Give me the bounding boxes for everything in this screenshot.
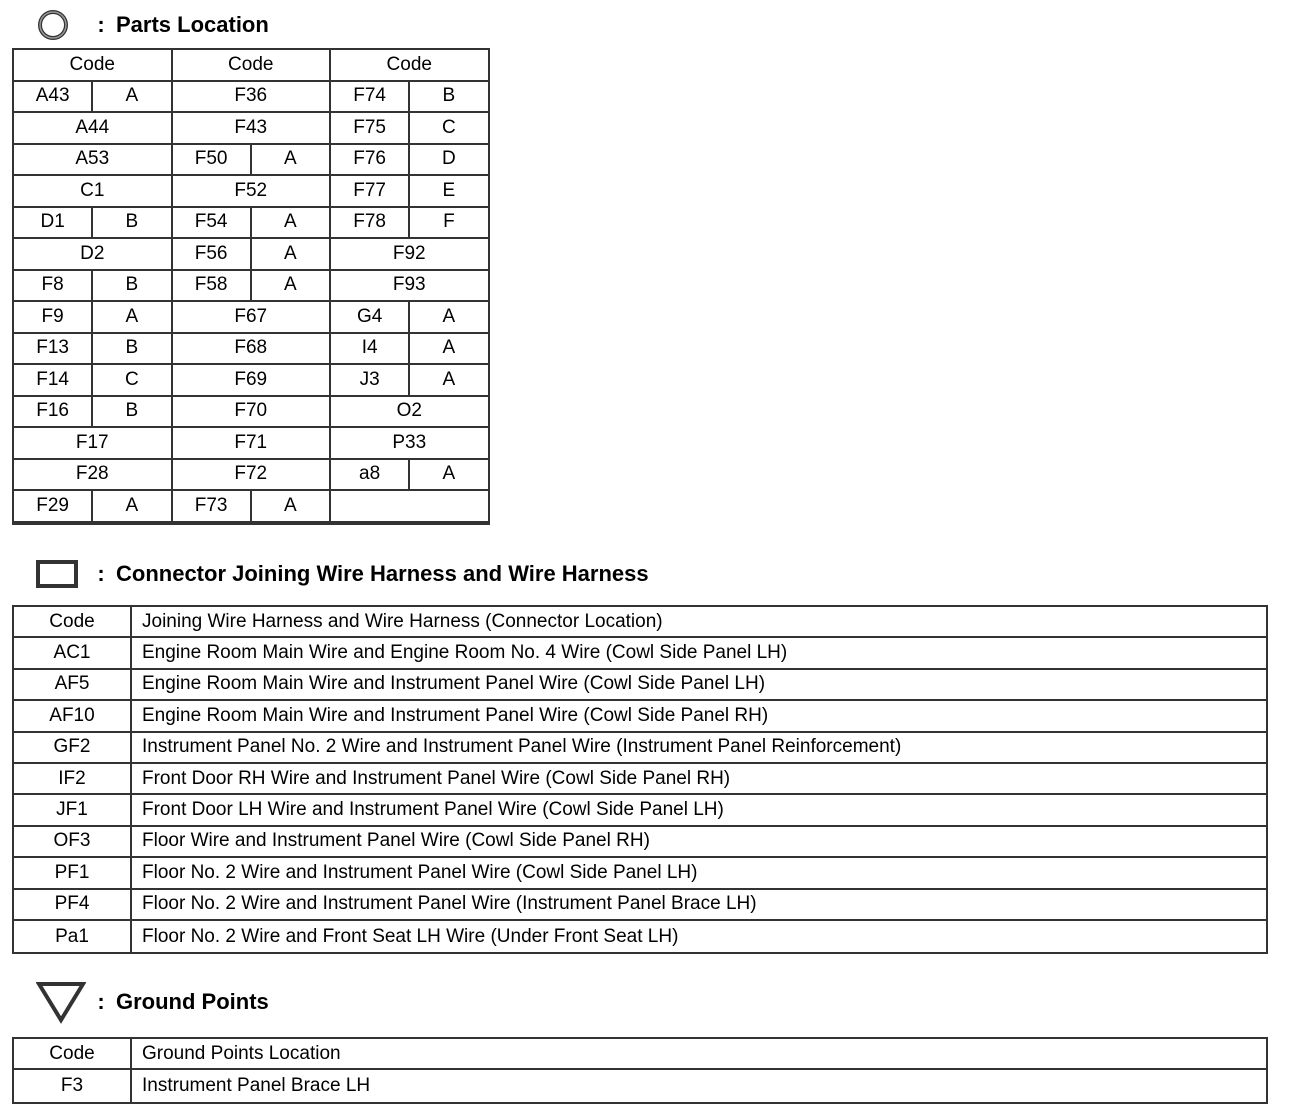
part-location-cell: C xyxy=(410,113,489,145)
description-cell: Front Door LH Wire and Instrument Panel Wire (Cowl Side Panel LH) xyxy=(142,799,724,821)
part-code-cell: P33 xyxy=(331,428,490,460)
part-location-cell: A xyxy=(252,491,331,523)
code-cell: PF4 xyxy=(14,890,132,919)
square-icon xyxy=(36,557,86,591)
description-cell: Engine Room Main Wire and Instrument Panel Wire (Cowl Side Panel LH) xyxy=(142,673,766,695)
code-header: Code xyxy=(14,1039,132,1068)
colon: : xyxy=(97,989,105,1014)
connector-joining-heading xyxy=(36,557,649,591)
table-row xyxy=(14,764,1266,795)
column-header: Code xyxy=(331,50,490,82)
table-header-row xyxy=(14,607,1266,638)
part-code-cell: F92 xyxy=(331,239,490,271)
column-header: Code xyxy=(14,50,173,82)
code-cell: Pa1 xyxy=(14,921,132,952)
part-code-cell: F77 xyxy=(331,176,410,208)
part-location-cell: A xyxy=(410,365,489,397)
part-location-cell: E xyxy=(410,176,489,208)
description-cell: Engine Room Main Wire and Instrument Panel Wire (Cowl Side Panel RH) xyxy=(142,704,769,726)
part-location-cell: B xyxy=(93,334,172,366)
part-code-cell: F52 xyxy=(173,176,332,208)
code-cell: IF2 xyxy=(14,764,132,793)
part-code-cell: a8 xyxy=(331,460,410,492)
part-code-cell: F9 xyxy=(14,302,93,334)
description-cell: Engine Room Main Wire and Engine Room No. 4 Wire (Cowl Side Panel LH) xyxy=(142,642,788,664)
part-code-cell: F17 xyxy=(14,428,173,460)
code-cell: AF5 xyxy=(14,670,132,699)
description-cell: Floor No. 2 Wire and Instrument Panel Wire (Cowl Side Panel LH) xyxy=(142,861,698,883)
part-code-cell: F74 xyxy=(331,82,410,114)
part-code-cell: D2 xyxy=(14,239,173,271)
part-location-cell: A xyxy=(252,239,331,271)
parts-location-table xyxy=(12,48,490,525)
table-row xyxy=(14,701,1266,732)
description-header: Joining Wire Harness and Wire Harness (Connector Location) xyxy=(142,610,663,632)
part-location-cell: B xyxy=(93,271,172,303)
part-code-cell: F29 xyxy=(14,491,93,523)
parts-location-heading xyxy=(36,8,269,42)
code-cell: F3 xyxy=(14,1070,132,1101)
description-cell: Instrument Panel No. 2 Wire and Instrument Panel Wire (Instrument Panel Reinforcement) xyxy=(142,736,902,758)
part-location-cell: A xyxy=(410,334,489,366)
circle-icon xyxy=(36,8,86,42)
part-location-cell: A xyxy=(93,82,172,114)
part-location-cell: B xyxy=(93,208,172,240)
part-code-cell: F16 xyxy=(14,397,93,429)
part-location-cell: D xyxy=(410,145,489,177)
part-code-cell: F43 xyxy=(173,113,332,145)
part-code-cell: F72 xyxy=(173,460,332,492)
part-code-cell: J3 xyxy=(331,365,410,397)
code-cell: GF2 xyxy=(14,733,132,762)
part-code-cell: C1 xyxy=(14,176,173,208)
code-cell: OF3 xyxy=(14,827,132,856)
part-location-cell: A xyxy=(252,208,331,240)
part-code-cell: F28 xyxy=(14,460,173,492)
triangle-icon xyxy=(36,985,86,1019)
part-code-cell: D1 xyxy=(14,208,93,240)
table-row xyxy=(14,921,1266,952)
part-code-cell: F58 xyxy=(173,271,252,303)
part-location-cell: A xyxy=(410,460,489,492)
part-code-cell: F69 xyxy=(173,365,332,397)
description-cell: Floor No. 2 Wire and Instrument Panel Wire (Instrument Panel Brace LH) xyxy=(142,893,757,915)
part-location-cell: B xyxy=(93,397,172,429)
part-location-cell: A xyxy=(93,491,172,523)
part-code-cell: F93 xyxy=(331,271,490,303)
part-code-cell: F71 xyxy=(173,428,332,460)
colon: : xyxy=(97,561,105,586)
table-row xyxy=(14,670,1266,701)
ground-points-table xyxy=(12,1037,1268,1104)
table-row xyxy=(14,733,1266,764)
section-title: Parts Location xyxy=(116,12,269,37)
description-cell: Floor No. 2 Wire and Front Seat LH Wire (Under Front Seat LH) xyxy=(142,925,679,947)
column-header: Code xyxy=(173,50,332,82)
table-header-row xyxy=(14,1039,1266,1070)
colon: : xyxy=(97,12,105,37)
part-code-cell: F13 xyxy=(14,334,93,366)
code-cell: AF10 xyxy=(14,701,132,730)
part-code-cell: A44 xyxy=(14,113,173,145)
section-title: Ground Points xyxy=(116,989,269,1014)
code-header: Code xyxy=(14,607,132,636)
table-row xyxy=(14,827,1266,858)
part-location-cell: A xyxy=(252,145,331,177)
description-cell: Front Door RH Wire and Instrument Panel Wire (Cowl Side Panel RH) xyxy=(142,767,731,789)
part-code-cell: F76 xyxy=(331,145,410,177)
code-cell: PF1 xyxy=(14,858,132,887)
table-row xyxy=(14,890,1266,921)
part-code-cell: G4 xyxy=(331,302,410,334)
table-row xyxy=(14,858,1266,889)
part-code-cell: F50 xyxy=(173,145,252,177)
table-row xyxy=(14,795,1266,826)
part-code-cell: A53 xyxy=(14,145,173,177)
part-location-cell: A xyxy=(410,302,489,334)
description-cell: Floor Wire and Instrument Panel Wire (Cowl Side Panel RH) xyxy=(142,830,650,852)
part-code-cell: F54 xyxy=(173,208,252,240)
part-location-cell: A xyxy=(93,302,172,334)
code-cell: AC1 xyxy=(14,638,132,667)
part-code-cell: O2 xyxy=(331,397,490,429)
part-code-cell: F67 xyxy=(173,302,332,334)
part-code-cell: F73 xyxy=(173,491,252,523)
part-code-cell: F78 xyxy=(331,208,410,240)
description-header: Ground Points Location xyxy=(142,1042,341,1064)
part-code-cell: F68 xyxy=(173,334,332,366)
part-code-cell: F75 xyxy=(331,113,410,145)
ground-points-heading xyxy=(36,985,269,1019)
empty-cell xyxy=(331,491,490,523)
connector-joining-table xyxy=(12,605,1268,954)
part-location-cell: A xyxy=(252,271,331,303)
part-code-cell: F56 xyxy=(173,239,252,271)
part-code-cell: A43 xyxy=(14,82,93,114)
section-title: Connector Joining Wire Harness and Wire Harness xyxy=(116,561,649,586)
table-row xyxy=(14,638,1266,669)
part-code-cell: F14 xyxy=(14,365,93,397)
part-location-cell: C xyxy=(93,365,172,397)
part-code-cell: F8 xyxy=(14,271,93,303)
table-row xyxy=(14,1070,1266,1101)
part-code-cell: F70 xyxy=(173,397,332,429)
part-location-cell: B xyxy=(410,82,489,114)
part-code-cell: I4 xyxy=(331,334,410,366)
part-location-cell: F xyxy=(410,208,489,240)
code-cell: JF1 xyxy=(14,795,132,824)
description-cell: Instrument Panel Brace LH xyxy=(142,1075,371,1097)
part-code-cell: F36 xyxy=(173,82,332,114)
